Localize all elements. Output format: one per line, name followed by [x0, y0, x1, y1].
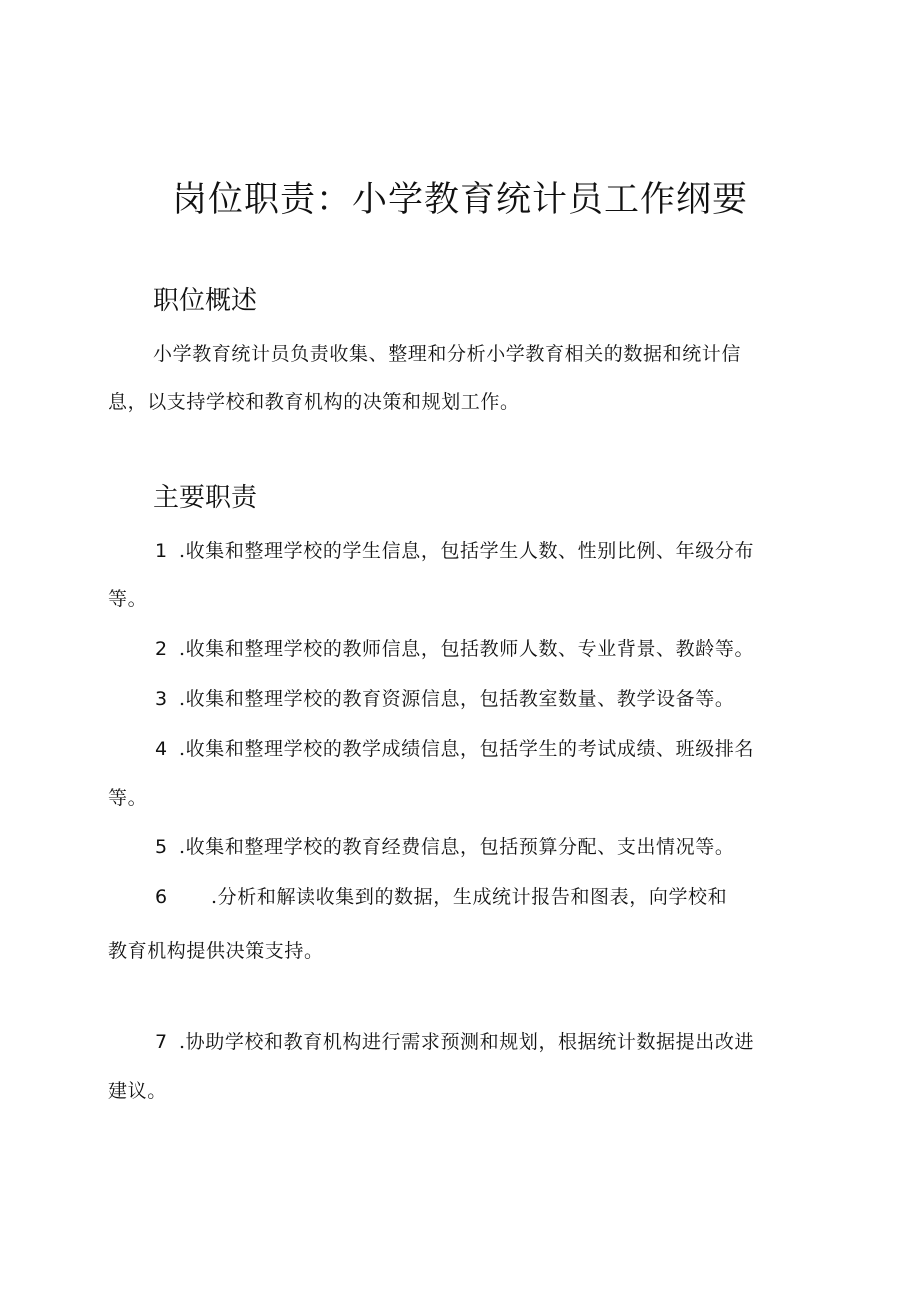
duty-number: 3 — [155, 688, 168, 710]
duty-number: 7 — [155, 1031, 168, 1053]
duty-number: 5 — [155, 836, 168, 858]
duty-item-6-continuation: 教育机构提供决策支持。 — [108, 940, 324, 962]
document-title: 岗位职责：小学教育统计员工作纲要 — [171, 180, 748, 220]
duty-text: .分析和解读收集到的数据，生成统计报告和图表，向学校和 — [211, 886, 728, 908]
duty-text: .收集和整理学校的教育经费信息，包括预算分配、支出情况等。 — [179, 836, 735, 858]
duty-text: .收集和整理学校的教育资源信息，包括教室数量、教学设备等。 — [179, 688, 735, 710]
duty-number: 4 — [155, 738, 168, 760]
duty-text: .收集和整理学校的教师信息，包括教师人数、专业背景、教龄等。 — [179, 638, 755, 660]
duty-text: .协助学校和教育机构进行需求预测和规划，根据统计数据提出改进 — [179, 1031, 755, 1053]
duty-text: .收集和整理学校的学生信息，包括学生人数、性别比例、年级分布 — [179, 540, 755, 562]
duty-item-3 — [155, 685, 734, 713]
overview-line-2: 息，以支持学校和教育机构的决策和规划工作。 — [108, 391, 520, 413]
section-heading-duties: 主要职责 — [153, 483, 258, 513]
duty-item-1 — [155, 537, 754, 565]
overview-line-1: 小学教育统计员负责收集、整理和分析小学教育相关的数据和统计信 — [153, 343, 742, 365]
duty-item-4 — [155, 735, 754, 763]
duty-item-6 — [155, 883, 727, 911]
duty-item-7-continuation: 建议。 — [108, 1080, 167, 1102]
section-heading-overview: 职位概述 — [153, 286, 258, 316]
duty-number: 6 — [155, 886, 168, 908]
duty-item-4-continuation: 等。 — [108, 787, 148, 809]
duty-text: .收集和整理学校的教学成绩信息，包括学生的考试成绩、班级排名 — [179, 738, 755, 760]
duty-item-5 — [155, 833, 734, 861]
duty-number: 2 — [155, 638, 168, 660]
duty-item-7 — [155, 1028, 754, 1056]
duty-number: 1 — [155, 540, 168, 562]
duty-item-2 — [155, 635, 754, 663]
duty-item-1-continuation: 等。 — [108, 588, 148, 610]
